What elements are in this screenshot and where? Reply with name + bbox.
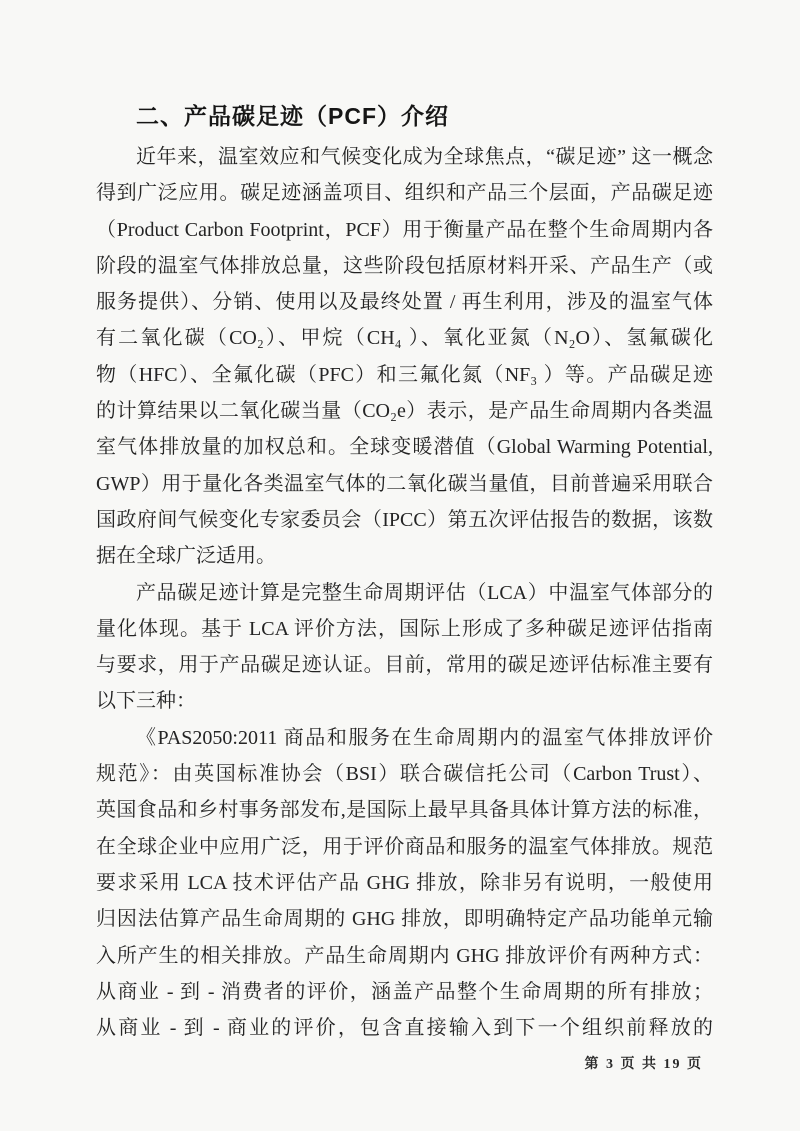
text-line: 的计算结果以二氧化碳当量（CO₂e）表示，是产品生命周期内各类温 <box>96 400 713 423</box>
text-line: 与要求，用于产品碳足迹认证。目前，常用的碳足迹评估标准主要有 <box>96 654 713 677</box>
text-line: 有二氧化碳（CO₂）、甲烷（CH₄ ）、氧化亚氮（N₂O）、氢氟碳化 <box>96 327 713 350</box>
section-heading: 二、产品碳足迹（PCF）介绍 <box>136 103 449 129</box>
text-line: 英国食品和乡村事务部发布,是国际上最早具备具体计算方法的标准， <box>96 799 713 822</box>
text-line: 服务提供）、分销、使用以及最终处置 / 再生利用，涉及的温室气体 <box>96 291 713 314</box>
text-line: 从商业 - 到 - 商业的评价，包含直接输入到下一个组织前释放的 <box>96 1017 713 1040</box>
text-line: 以下三种： <box>96 690 196 713</box>
document-body <box>96 139 713 1046</box>
page-number-footer: 第 3 页 共 19 页 <box>584 1057 703 1072</box>
text-line: 《PAS2050:2011 商品和服务在生命周期内的温室气体排放评价 <box>136 726 713 749</box>
text-line: 产品碳足迹计算是完整生命周期评估（LCA）中温室气体部分的 <box>136 581 713 604</box>
text-line: 要求采用 LCA 技术评估产品 GHG 排放，除非另有说明，一般使用 <box>96 871 713 894</box>
text-line: 物（HFC）、全氟化碳（PFC）和三氟化氮（NF₃ ）等。产品碳足迹 <box>96 363 713 386</box>
text-line: 量化体现。基于 LCA 评价方法，国际上形成了多种碳足迹评估指南 <box>96 617 713 640</box>
text-line: 室气体排放量的加权总和。全球变暖潜值（Global Warming Potential, <box>96 436 713 459</box>
text-line: 归因法估算产品生命周期的 GHG 排放，即明确特定产品功能单元输 <box>96 908 713 931</box>
text-line: 在全球企业中应用广泛，用于评价商品和服务的温室气体排放。规范 <box>96 835 713 858</box>
text-line: 得到广泛应用。碳足迹涵盖项目、组织和产品三个层面，产品碳足迹 <box>96 182 713 205</box>
text-line: 规范》：由英国标准协会（BSI）联合碳信托公司（Carbon Trust）、 <box>96 763 713 786</box>
text-line: 阶段的温室气体排放总量，这些阶段包括原材料开采、产品生产（或 <box>96 254 713 277</box>
text-line: GWP）用于量化各类温室气体的二氧化碳当量值，目前普遍采用联合 <box>96 472 713 495</box>
text-line: 入所产生的相关排放。产品生命周期内 GHG 排放评价有两种方式： <box>96 944 713 967</box>
text-line: 从商业 - 到 - 消费者的评价，涵盖产品整个生命周期的所有排放； <box>96 980 713 1003</box>
text-line: 国政府间气候变化专家委员会（IPCC）第五次评估报告的数据，该数 <box>96 508 713 531</box>
text-line: 据在全球广泛适用。 <box>96 545 276 568</box>
text-line: （Product Carbon Footprint，PCF）用于衡量产品在整个生命周期内各 <box>96 218 713 241</box>
text-line: 近年来，温室效应和气候变化成为全球焦点，“碳足迹” 这一概念 <box>136 146 713 168</box>
